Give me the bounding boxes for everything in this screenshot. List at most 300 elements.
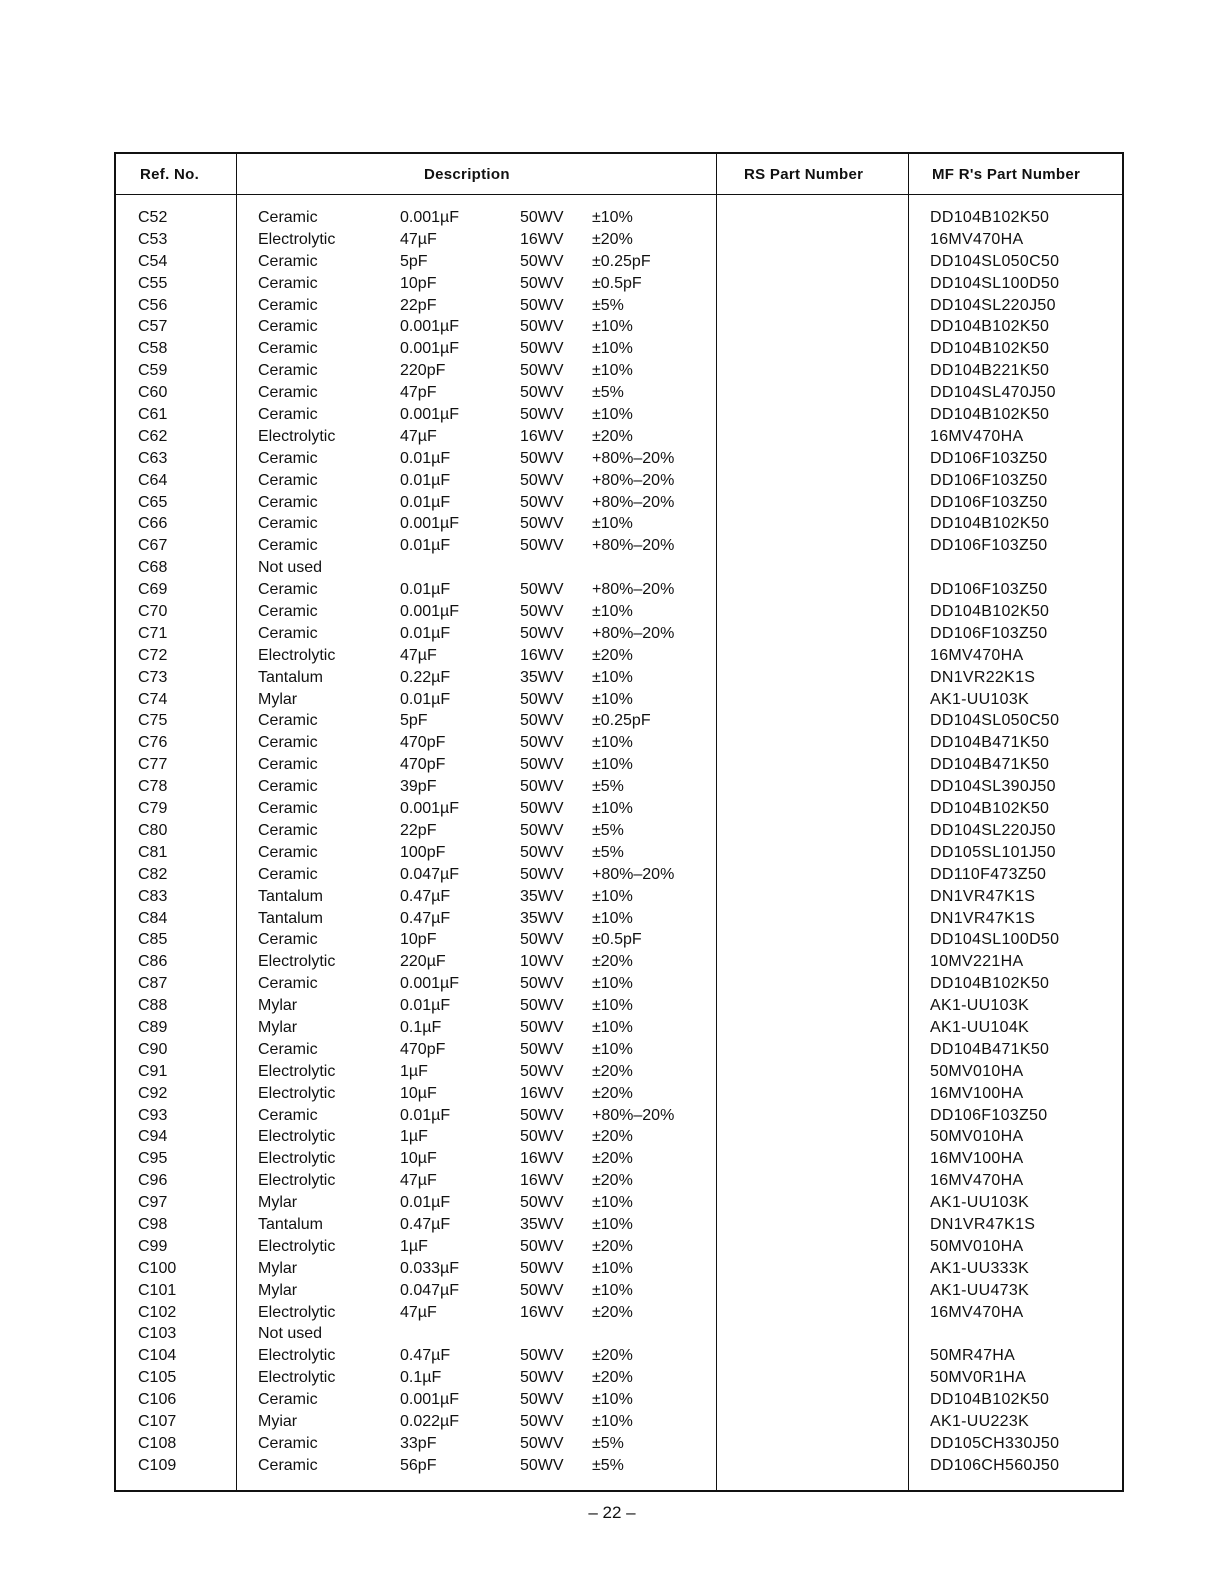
description-value: 0.033µF bbox=[400, 1259, 460, 1277]
description-tolerance: ±10% bbox=[592, 668, 633, 686]
ref-no: C64 bbox=[138, 471, 168, 489]
description-value: 0.01µF bbox=[400, 581, 451, 599]
description-voltage: 50WV bbox=[520, 1128, 564, 1146]
description-voltage: 50WV bbox=[520, 581, 564, 599]
description-tolerance: ±20% bbox=[592, 646, 633, 664]
description-type: Electrolytic bbox=[258, 646, 336, 664]
description-tolerance: ±10% bbox=[592, 1281, 633, 1299]
mfr-part-number: DD110F473Z50 bbox=[930, 865, 1047, 883]
ref-no: C93 bbox=[138, 1106, 168, 1124]
description-tolerance: +80%–20% bbox=[592, 581, 675, 599]
mfr-part-number: 50MV010HA bbox=[930, 1128, 1024, 1146]
description-tolerance: ±10% bbox=[592, 340, 633, 358]
description-voltage: 50WV bbox=[520, 1434, 564, 1452]
ref-no: C104 bbox=[138, 1347, 177, 1365]
description-tolerance: ±0.25pF bbox=[592, 252, 651, 270]
ref-no: C88 bbox=[138, 997, 168, 1015]
description-type: Ceramic bbox=[258, 252, 318, 270]
description-voltage: 50WV bbox=[520, 296, 564, 314]
description-tolerance: ±5% bbox=[592, 821, 624, 839]
description-value: 470pF bbox=[400, 1040, 446, 1058]
mfr-part-number: 16MV470HA bbox=[930, 1172, 1024, 1190]
table-row bbox=[116, 1368, 1122, 1390]
page-number: – 22 – bbox=[588, 1503, 636, 1522]
table-row bbox=[116, 1084, 1122, 1106]
description-value: 0.001µF bbox=[400, 800, 460, 818]
description-voltage: 50WV bbox=[520, 603, 564, 621]
description-value: 0.01µF bbox=[400, 471, 451, 489]
description-value: 470pF bbox=[400, 756, 446, 774]
description-voltage: 16WV bbox=[520, 1150, 564, 1168]
description-value: 0.001µF bbox=[400, 1391, 460, 1409]
description-value: 220µF bbox=[400, 953, 446, 971]
description-tolerance: ±10% bbox=[592, 756, 633, 774]
table-row bbox=[116, 668, 1122, 690]
ref-no: C67 bbox=[138, 537, 168, 555]
description-tolerance: ±10% bbox=[592, 690, 633, 708]
mfr-part-number: DN1VR22K1S bbox=[930, 668, 1036, 686]
mfr-part-number: DD106F103Z50 bbox=[930, 581, 1048, 599]
description-value: 10pF bbox=[400, 274, 437, 292]
ref-no: C56 bbox=[138, 296, 168, 314]
description-type: Ceramic bbox=[258, 515, 318, 533]
table-row bbox=[116, 361, 1122, 383]
description-value: 0.047µF bbox=[400, 865, 460, 883]
mfr-part-number: DD106F103Z50 bbox=[930, 624, 1048, 642]
ref-no: C92 bbox=[138, 1084, 168, 1102]
description-type: Ceramic bbox=[258, 865, 318, 883]
description-value: 22pF bbox=[400, 821, 437, 839]
mfr-part-number: AK1-UU333K bbox=[930, 1259, 1030, 1277]
mfr-part-number: DD106F103Z50 bbox=[930, 471, 1048, 489]
ref-no: C91 bbox=[138, 1062, 168, 1080]
ref-no: C61 bbox=[138, 406, 168, 424]
description-type: Not used bbox=[258, 1325, 323, 1343]
table-row bbox=[116, 1018, 1122, 1040]
table-row bbox=[116, 909, 1122, 931]
parts-table bbox=[114, 152, 1124, 1492]
description-tolerance: ±5% bbox=[592, 1456, 624, 1474]
description-type: Electrolytic bbox=[258, 230, 336, 248]
description-type: Ceramic bbox=[258, 340, 318, 358]
mfr-part-number: 50MV010HA bbox=[930, 1237, 1024, 1255]
description-type: Ceramic bbox=[258, 1391, 318, 1409]
ref-no: C66 bbox=[138, 515, 168, 533]
table-row bbox=[116, 1303, 1122, 1325]
description-tolerance: +80%–20% bbox=[592, 449, 675, 467]
description-value: 0.1µF bbox=[400, 1369, 442, 1387]
description-voltage: 50WV bbox=[520, 493, 564, 511]
mfr-part-number: DD105SL101J50 bbox=[930, 843, 1056, 861]
description-type: Ceramic bbox=[258, 406, 318, 424]
description-type: Ceramic bbox=[258, 821, 318, 839]
table-row bbox=[116, 1171, 1122, 1193]
ref-no: C77 bbox=[138, 756, 168, 774]
description-tolerance: ±10% bbox=[592, 1391, 633, 1409]
description-type: Ceramic bbox=[258, 318, 318, 336]
description-tolerance: ±10% bbox=[592, 1194, 633, 1212]
description-tolerance: ±5% bbox=[592, 843, 624, 861]
description-value: 0.022µF bbox=[400, 1412, 460, 1430]
description-voltage: 50WV bbox=[520, 274, 564, 292]
ref-no: C58 bbox=[138, 340, 168, 358]
description-value: 47µF bbox=[400, 230, 437, 248]
description-tolerance: +80%–20% bbox=[592, 624, 675, 642]
ref-no: C83 bbox=[138, 887, 168, 905]
mfr-part-number: DD104SL050C50 bbox=[930, 252, 1060, 270]
ref-no: C79 bbox=[138, 800, 168, 818]
description-type: Electrolytic bbox=[258, 953, 336, 971]
ref-no: C97 bbox=[138, 1194, 168, 1212]
description-type: Ceramic bbox=[258, 712, 318, 730]
description-value: 0.01µF bbox=[400, 449, 451, 467]
description-type: Ceramic bbox=[258, 493, 318, 511]
description-type: Ceramic bbox=[258, 975, 318, 993]
description-voltage: 16WV bbox=[520, 1172, 564, 1190]
description-tolerance: ±10% bbox=[592, 800, 633, 818]
table-row bbox=[116, 296, 1122, 318]
description-voltage: 50WV bbox=[520, 449, 564, 467]
description-value: 0.001µF bbox=[400, 340, 460, 358]
ref-no: C100 bbox=[138, 1259, 177, 1277]
table-row bbox=[116, 624, 1122, 646]
description-value: 0.01µF bbox=[400, 1106, 451, 1124]
description-value: 0.47µF bbox=[400, 1215, 451, 1233]
description-voltage: 50WV bbox=[520, 252, 564, 270]
description-voltage: 50WV bbox=[520, 384, 564, 402]
description-voltage: 50WV bbox=[520, 1062, 564, 1080]
description-value: 100pF bbox=[400, 843, 446, 861]
description-tolerance: ±20% bbox=[592, 1084, 633, 1102]
description-type: Ceramic bbox=[258, 362, 318, 380]
description-tolerance: ±10% bbox=[592, 975, 633, 993]
description-tolerance: ±10% bbox=[592, 515, 633, 533]
table-row bbox=[116, 690, 1122, 712]
description-tolerance: ±20% bbox=[592, 427, 633, 445]
table-row bbox=[116, 405, 1122, 427]
mfr-part-number: DD105CH330J50 bbox=[930, 1434, 1060, 1452]
description-type: Mylar bbox=[258, 1281, 298, 1299]
table-row bbox=[116, 777, 1122, 799]
description-value: 0.001µF bbox=[400, 406, 460, 424]
description-tolerance: +80%–20% bbox=[592, 471, 675, 489]
mfr-part-number: DD104SL470J50 bbox=[930, 384, 1056, 402]
description-voltage: 35WV bbox=[520, 1215, 564, 1233]
mfr-part-number: 50MR47HA bbox=[930, 1347, 1016, 1365]
description-tolerance: ±20% bbox=[592, 1062, 633, 1080]
ref-no: C53 bbox=[138, 230, 168, 248]
description-value: 39pF bbox=[400, 778, 437, 796]
description-value: 220pF bbox=[400, 362, 446, 380]
description-value: 47µF bbox=[400, 427, 437, 445]
description-value: 10µF bbox=[400, 1150, 437, 1168]
description-tolerance: ±10% bbox=[592, 887, 633, 905]
description-value: 0.22µF bbox=[400, 668, 451, 686]
description-voltage: 50WV bbox=[520, 997, 564, 1015]
ref-no: C95 bbox=[138, 1150, 168, 1168]
description-type: Electrolytic bbox=[258, 1062, 336, 1080]
description-tolerance: ±0.5pF bbox=[592, 274, 642, 292]
description-value: 47µF bbox=[400, 646, 437, 664]
description-voltage: 50WV bbox=[520, 756, 564, 774]
table-row bbox=[116, 252, 1122, 274]
mfr-part-number: DD106CH560J50 bbox=[930, 1456, 1060, 1474]
description-voltage: 35WV bbox=[520, 887, 564, 905]
mfr-part-number: 16MV100HA bbox=[930, 1084, 1024, 1102]
mfr-part-number: DD106F103Z50 bbox=[930, 1106, 1048, 1124]
table-row bbox=[116, 1412, 1122, 1434]
description-value: 0.01µF bbox=[400, 997, 451, 1015]
table-row bbox=[116, 1324, 1122, 1346]
description-type: Ceramic bbox=[258, 603, 318, 621]
description-value: 0.001µF bbox=[400, 603, 460, 621]
description-type: Ceramic bbox=[258, 1040, 318, 1058]
mfr-part-number: DD104B102K50 bbox=[930, 406, 1050, 424]
ref-no: C94 bbox=[138, 1128, 168, 1146]
table-row bbox=[116, 843, 1122, 865]
table-row bbox=[116, 952, 1122, 974]
mfr-part-number: 16MV470HA bbox=[930, 427, 1024, 445]
description-tolerance: ±10% bbox=[592, 318, 633, 336]
ref-no: C82 bbox=[138, 865, 168, 883]
mfr-part-number: 16MV470HA bbox=[930, 1303, 1024, 1321]
description-voltage: 50WV bbox=[520, 1412, 564, 1430]
table-body bbox=[116, 208, 1122, 1478]
description-type: Electrolytic bbox=[258, 1150, 336, 1168]
description-value: 22pF bbox=[400, 296, 437, 314]
table-row bbox=[116, 558, 1122, 580]
description-voltage: 50WV bbox=[520, 734, 564, 752]
description-type: Tantalum bbox=[258, 887, 323, 905]
description-type: Ceramic bbox=[258, 384, 318, 402]
ref-no: C81 bbox=[138, 843, 168, 861]
description-value: 10pF bbox=[400, 931, 437, 949]
ref-no: C54 bbox=[138, 252, 168, 270]
description-type: Tantalum bbox=[258, 1215, 323, 1233]
description-voltage: 35WV bbox=[520, 668, 564, 686]
description-tolerance: ±10% bbox=[592, 734, 633, 752]
mfr-part-number: DD104B102K50 bbox=[930, 1391, 1050, 1409]
description-tolerance: ±10% bbox=[592, 209, 633, 226]
description-tolerance: ±20% bbox=[592, 1128, 633, 1146]
ref-no: C96 bbox=[138, 1172, 168, 1190]
mfr-part-number: DD104SL100D50 bbox=[930, 274, 1060, 292]
description-voltage: 50WV bbox=[520, 515, 564, 533]
description-value: 0.001µF bbox=[400, 209, 460, 226]
description-tolerance: ±5% bbox=[592, 778, 624, 796]
description-value: 1µF bbox=[400, 1062, 428, 1080]
description-value: 0.01µF bbox=[400, 493, 451, 511]
ref-no: C62 bbox=[138, 427, 168, 445]
description-voltage: 50WV bbox=[520, 1237, 564, 1255]
description-tolerance: +80%–20% bbox=[592, 1106, 675, 1124]
description-voltage: 16WV bbox=[520, 427, 564, 445]
ref-no: C76 bbox=[138, 734, 168, 752]
description-type: Ceramic bbox=[258, 1106, 318, 1124]
description-voltage: 50WV bbox=[520, 209, 564, 226]
description-type: Ceramic bbox=[258, 296, 318, 314]
description-type: Ceramic bbox=[258, 756, 318, 774]
mfr-part-number: DN1VR47K1S bbox=[930, 887, 1036, 905]
description-type: Mylar bbox=[258, 690, 298, 708]
description-voltage: 16WV bbox=[520, 1084, 564, 1102]
mfr-part-number: DD104B471K50 bbox=[930, 734, 1050, 752]
mfr-part-number: 16MV470HA bbox=[930, 230, 1024, 248]
ref-no: C103 bbox=[138, 1325, 177, 1343]
table-row bbox=[116, 274, 1122, 296]
description-type: Electrolytic bbox=[258, 1084, 336, 1102]
table-row bbox=[116, 733, 1122, 755]
description-type: Ceramic bbox=[258, 274, 318, 292]
description-value: 0.1µF bbox=[400, 1018, 442, 1036]
description-voltage: 50WV bbox=[520, 800, 564, 818]
table-row bbox=[116, 755, 1122, 777]
table-row bbox=[116, 1346, 1122, 1368]
mfr-part-number: AK1-UU473K bbox=[930, 1281, 1030, 1299]
table-row bbox=[116, 449, 1122, 471]
description-value: 33pF bbox=[400, 1434, 437, 1452]
description-type: Electrolytic bbox=[258, 1347, 336, 1365]
description-value: 1µF bbox=[400, 1237, 428, 1255]
ref-no: C69 bbox=[138, 581, 168, 599]
ref-no: C52 bbox=[138, 209, 168, 226]
table-row bbox=[116, 1106, 1122, 1128]
table-row bbox=[116, 471, 1122, 493]
description-value: 5pF bbox=[400, 712, 428, 730]
ref-no: C87 bbox=[138, 975, 168, 993]
description-voltage: 50WV bbox=[520, 537, 564, 555]
description-type: Ceramic bbox=[258, 1434, 318, 1452]
ref-no: C59 bbox=[138, 362, 168, 380]
ref-no: C72 bbox=[138, 646, 168, 664]
description-voltage: 50WV bbox=[520, 1456, 564, 1474]
table-row bbox=[116, 1149, 1122, 1171]
mfr-part-number: AK1-UU103K bbox=[930, 690, 1030, 708]
description-value: 0.01µF bbox=[400, 624, 451, 642]
table-row bbox=[116, 930, 1122, 952]
description-tolerance: ±0.5pF bbox=[592, 931, 642, 949]
mfr-part-number: DD104B471K50 bbox=[930, 756, 1050, 774]
description-tolerance: ±5% bbox=[592, 1434, 624, 1452]
description-type: Ceramic bbox=[258, 449, 318, 467]
mfr-part-number: DD106F103Z50 bbox=[930, 493, 1048, 511]
mfr-part-number: DD104SL390J50 bbox=[930, 778, 1056, 796]
table-row bbox=[116, 1062, 1122, 1084]
description-tolerance: ±20% bbox=[592, 1172, 633, 1190]
description-voltage: 50WV bbox=[520, 1040, 564, 1058]
mfr-part-number: DD104B471K50 bbox=[930, 1040, 1050, 1058]
ref-no: C106 bbox=[138, 1391, 177, 1409]
description-value: 0.47µF bbox=[400, 887, 451, 905]
mfr-part-number: AK1-UU103K bbox=[930, 997, 1030, 1015]
description-tolerance: ±10% bbox=[592, 1018, 633, 1036]
description-voltage: 50WV bbox=[520, 778, 564, 796]
description-voltage: 50WV bbox=[520, 406, 564, 424]
description-type: Ceramic bbox=[258, 581, 318, 599]
ref-no: C75 bbox=[138, 712, 168, 730]
description-value: 47µF bbox=[400, 1303, 437, 1321]
description-voltage: 16WV bbox=[520, 230, 564, 248]
ref-no: C85 bbox=[138, 931, 168, 949]
mfr-part-number: DD104B221K50 bbox=[930, 362, 1050, 380]
ref-no: C73 bbox=[138, 668, 168, 686]
description-value: 0.47µF bbox=[400, 1347, 451, 1365]
ref-no: C105 bbox=[138, 1369, 177, 1387]
ref-no: C98 bbox=[138, 1215, 168, 1233]
description-voltage: 50WV bbox=[520, 624, 564, 642]
mfr-part-number: DN1VR47K1S bbox=[930, 909, 1036, 927]
table-row bbox=[116, 1040, 1122, 1062]
mfr-part-number: DD104SL220J50 bbox=[930, 821, 1056, 839]
ref-no: C86 bbox=[138, 953, 168, 971]
description-voltage: 50WV bbox=[520, 471, 564, 489]
table-row bbox=[116, 208, 1122, 230]
table-row bbox=[116, 1127, 1122, 1149]
table-row bbox=[116, 887, 1122, 909]
description-value: 47pF bbox=[400, 384, 437, 402]
header-rs-part-number: RS Part Number bbox=[744, 166, 864, 183]
ref-no: C108 bbox=[138, 1434, 177, 1452]
mfr-part-number: DD104B102K50 bbox=[930, 340, 1050, 358]
mfr-part-number: 50MV0R1HA bbox=[930, 1369, 1027, 1387]
ref-no: C102 bbox=[138, 1303, 177, 1321]
table-row bbox=[116, 602, 1122, 624]
description-tolerance: ±10% bbox=[592, 1259, 633, 1277]
description-value: 0.001µF bbox=[400, 975, 460, 993]
description-tolerance: +80%–20% bbox=[592, 865, 675, 883]
description-type: Ceramic bbox=[258, 843, 318, 861]
description-voltage: 35WV bbox=[520, 909, 564, 927]
description-type: Not used bbox=[258, 559, 323, 577]
description-tolerance: ±5% bbox=[592, 384, 624, 402]
description-value: 0.01µF bbox=[400, 690, 451, 708]
description-type: Mylar bbox=[258, 997, 298, 1015]
table-row bbox=[116, 711, 1122, 733]
mfr-part-number: DD104SL220J50 bbox=[930, 296, 1056, 314]
description-value: 470pF bbox=[400, 734, 446, 752]
description-tolerance: ±5% bbox=[592, 296, 624, 314]
table-row bbox=[116, 580, 1122, 602]
description-type: Ceramic bbox=[258, 624, 318, 642]
description-value: 56pF bbox=[400, 1456, 437, 1474]
description-type: Ceramic bbox=[258, 931, 318, 949]
ref-no: C78 bbox=[138, 778, 168, 796]
mfr-part-number: DD104B102K50 bbox=[930, 800, 1050, 818]
description-voltage: 50WV bbox=[520, 1281, 564, 1299]
description-value: 47µF bbox=[400, 1172, 437, 1190]
mfr-part-number: 50MV010HA bbox=[930, 1062, 1024, 1080]
description-tolerance: ±10% bbox=[592, 406, 633, 424]
table-row bbox=[116, 230, 1122, 252]
header-description: Description bbox=[424, 166, 510, 183]
description-voltage: 50WV bbox=[520, 340, 564, 358]
description-tolerance: ±20% bbox=[592, 1237, 633, 1255]
table-row bbox=[116, 427, 1122, 449]
header-divider bbox=[116, 194, 1122, 195]
description-type: Ceramic bbox=[258, 800, 318, 818]
mfr-part-number: 16MV470HA bbox=[930, 646, 1024, 664]
description-voltage: 16WV bbox=[520, 646, 564, 664]
table-row bbox=[116, 996, 1122, 1018]
description-type: Ceramic bbox=[258, 471, 318, 489]
description-type: Electrolytic bbox=[258, 1128, 336, 1146]
description-voltage: 50WV bbox=[520, 1106, 564, 1124]
description-tolerance: ±20% bbox=[592, 1347, 633, 1365]
description-voltage: 50WV bbox=[520, 1391, 564, 1409]
mfr-part-number: DD104SL050C50 bbox=[930, 712, 1060, 730]
description-voltage: 50WV bbox=[520, 865, 564, 883]
description-type: Electrolytic bbox=[258, 427, 336, 445]
